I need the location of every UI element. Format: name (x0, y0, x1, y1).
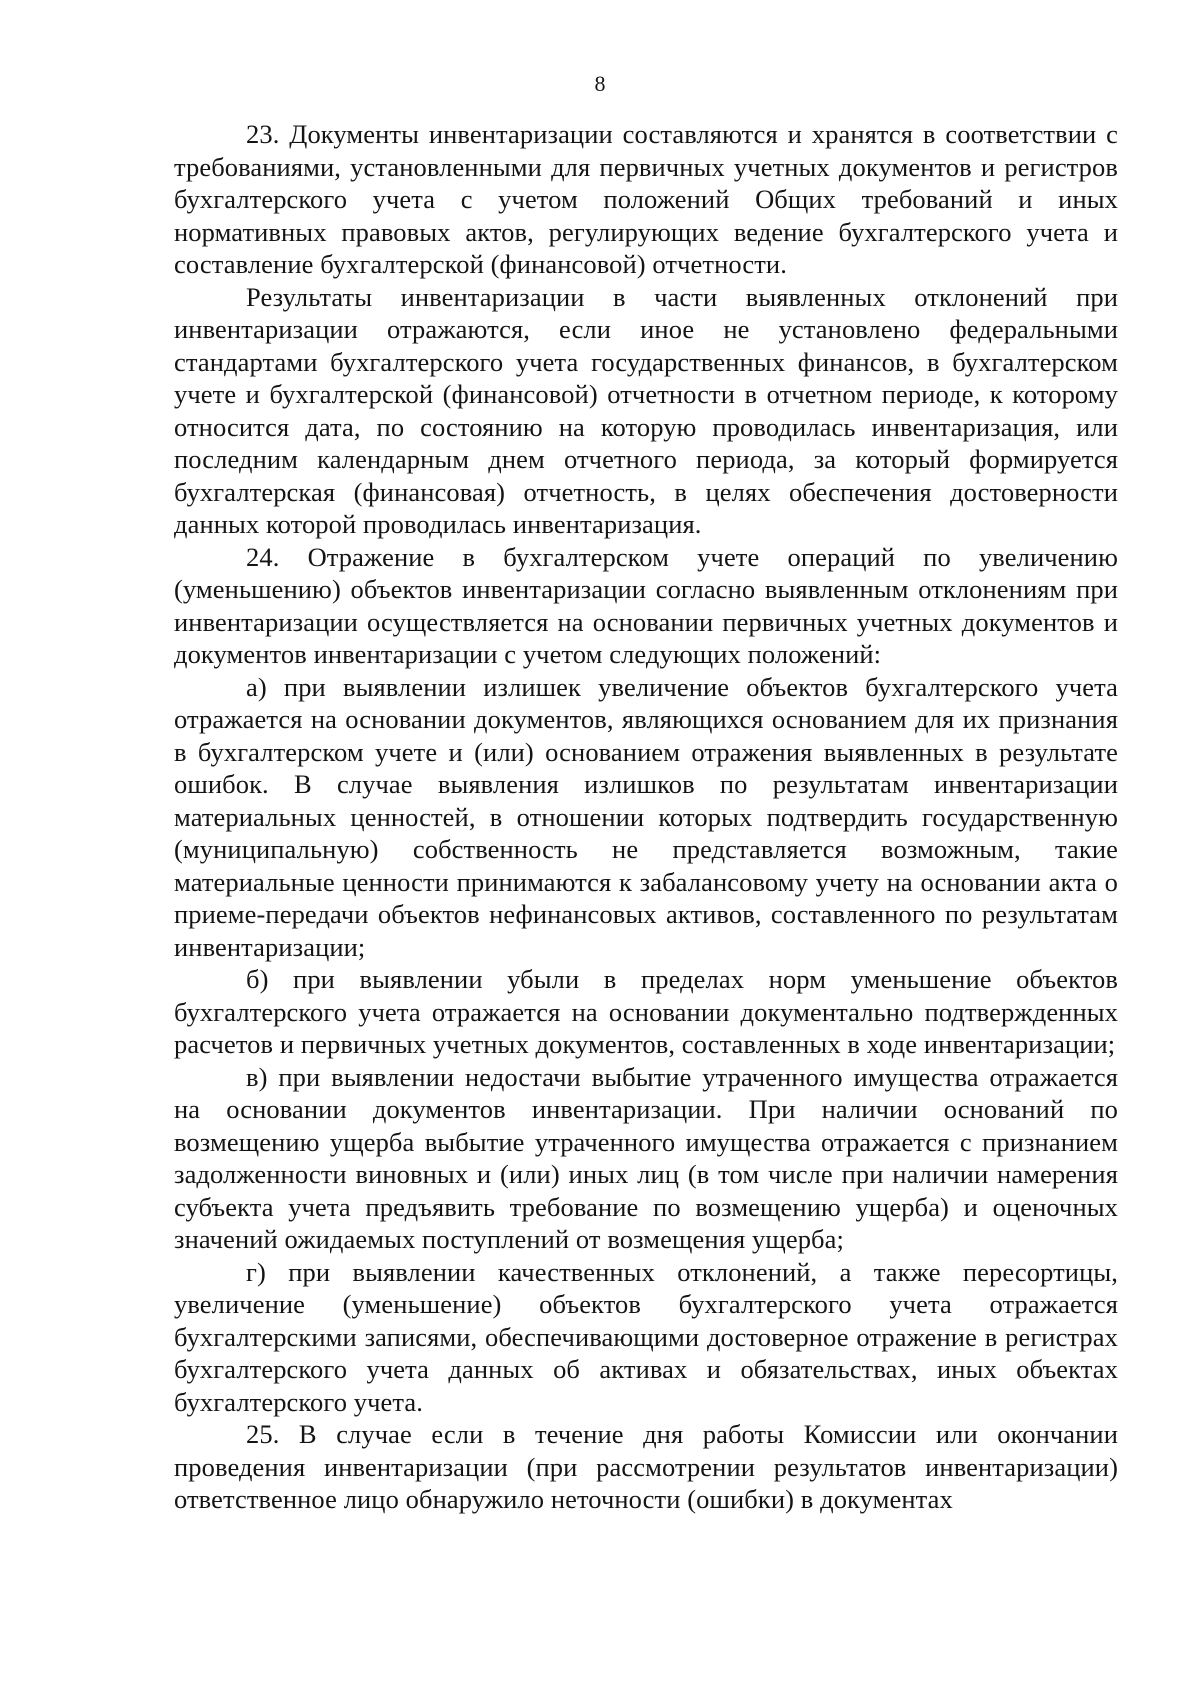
paragraph-24-item-b: б) при выявлении убыли в пределах норм уменьшение объектов бухгалтерского учета отражается на основании документально подтвержденных расчетов и первичных учетных документов, составленных в ходе инвентаризации; (174, 964, 1118, 1059)
document-body (174, 118, 1118, 1516)
paragraph-25: 25. В случае если в течение дня работы Комиссии или окончании проведения инвентаризации (при рассмотрении результатов инвентаризации) ответственное лицо обнаружило неточности (ошибки) в документах (174, 1419, 1118, 1514)
page-number: 8 (594, 71, 606, 96)
paragraph-24: 24. Отражение в бухгалтерском учете операций по увеличению (уменьшению) объектов инвентаризации согласно выявленным отклонениям при инвентаризации осуществляется на основании первичных учетных документов и документов инвентаризации с учетом следующих положений: (174, 541, 1118, 669)
paragraph-23: 23. Документы инвентаризации составляются и хранятся в соответствии с требованиями, установленными для первичных учетных документов и регистров бухгалтерского учета с учетом положений Общих требований и иных нормативных правовых актов, регулирующих ведение бухгалтерского учета и составление бухгалтерской (финансовой) отчетности. (174, 119, 1118, 279)
paragraph-24-item-v: в) при выявлении недостачи выбытие утраченного имущества отражается на основании документов инвентаризации. При наличии оснований по возмещению ущерба выбытие утраченного имущества отражается с признанием задолженности виновных и (или) иных лиц (в том числе при наличии намерения субъекта учета предъявить требование по возмещению ущерба) и оценочных значений ожидаемых поступлений от возмещения ущерба; (174, 1061, 1118, 1254)
paragraph-24-item-g: г) при выявлении качественных отклонений, а также пересортицы, увеличение (уменьшение) объектов бухгалтерского учета отражается бухгалтерскими записями, обеспечивающими достоверное отражение в регистрах бухгалтерского учета данных об активах и обязательствах, иных объектах бухгалтерского учета. (174, 1256, 1118, 1417)
paragraph-24-item-a: а) при выявлении излишек увеличение объектов бухгалтерского учета отражается на основании документов, являющихся основанием для их признания в бухгалтерском учете и (или) основанием отражения выявленных в результате ошибок. В случае выявления излишков по результатам инвентаризации материальных ценностей, в отношении которых подтвердить государственную (муниципальную) собственность не представляется возможным, такие материальные ценности принимаются к забалансовому учету на основании акта о приеме-передачи объектов нефинансовых активов, составленного по результатам инвентаризации; (174, 671, 1118, 962)
paragraph-23-results: Результаты инвентаризации в части выявленных отклонений при инвентаризации отражаются, если иное не установлено федеральными стандартами бухгалтерского учета государственных финансов, в бухгалтерском учете и бухгалтерской (финансовой) отчетности в отчетном периоде, к которому относится дата, по состоянию на которую проводилась инвентаризация, или последним календарным днем отчетного периода, за который формируется бухгалтерская (финансовая) отчетность, в целях обеспечения достоверности данных которой проводилась инвентаризация. (174, 281, 1118, 539)
